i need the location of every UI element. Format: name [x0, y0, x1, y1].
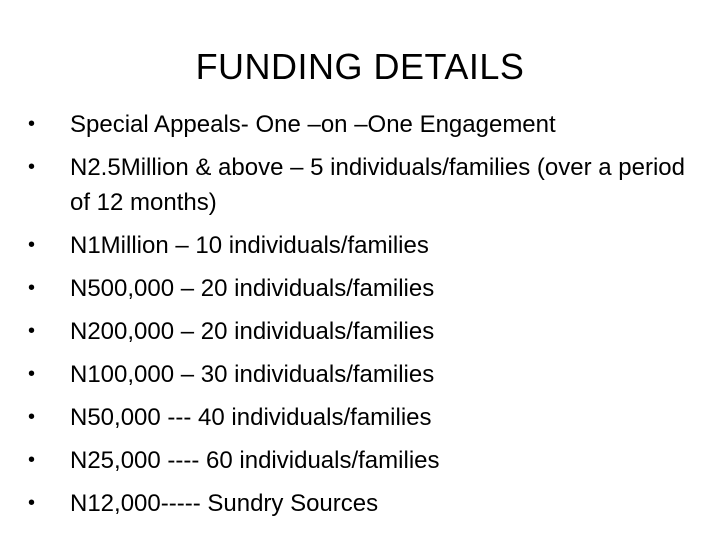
- list-item: [28, 150, 700, 220]
- list-item-text: N2.5Million & above – 5 individuals/families (over a period of 12 months): [70, 154, 685, 216]
- bullet-icon: •: [28, 320, 36, 342]
- list-item-text: N1Million – 10 individuals/families: [70, 232, 429, 259]
- list-item-text: N12,000----- Sundry Sources: [70, 490, 379, 517]
- list-item: [28, 228, 700, 263]
- bullet-icon: •: [28, 363, 36, 385]
- bullet-icon: •: [28, 406, 36, 428]
- bullet-list: [28, 107, 700, 529]
- list-item-text: N500,000 – 20 individuals/families: [70, 275, 435, 302]
- list-item: [28, 486, 700, 521]
- list-item-text: N25,000 ---- 60 individuals/families: [70, 447, 440, 474]
- list-item: [28, 357, 700, 392]
- bullet-icon: •: [28, 449, 36, 471]
- bullet-icon: •: [28, 277, 36, 299]
- bullet-icon: •: [28, 492, 36, 514]
- list-item-text: Special Appeals- One –on –One Engagement: [70, 111, 556, 138]
- list-item-text: N200,000 – 20 individuals/families: [70, 318, 435, 345]
- list-item: [28, 314, 700, 349]
- list-item: [28, 107, 700, 142]
- list-item-text: N100,000 – 30 individuals/families: [70, 361, 435, 388]
- list-item: [28, 400, 700, 435]
- list-item-text: N50,000 --- 40 individuals/families: [70, 404, 432, 431]
- bullet-icon: •: [28, 234, 36, 256]
- list-item: [28, 443, 700, 478]
- list-item: [28, 271, 700, 306]
- bullet-icon: •: [28, 156, 36, 178]
- bullet-icon: •: [28, 113, 36, 135]
- slide-title: FUNDING DETAILS: [195, 46, 525, 87]
